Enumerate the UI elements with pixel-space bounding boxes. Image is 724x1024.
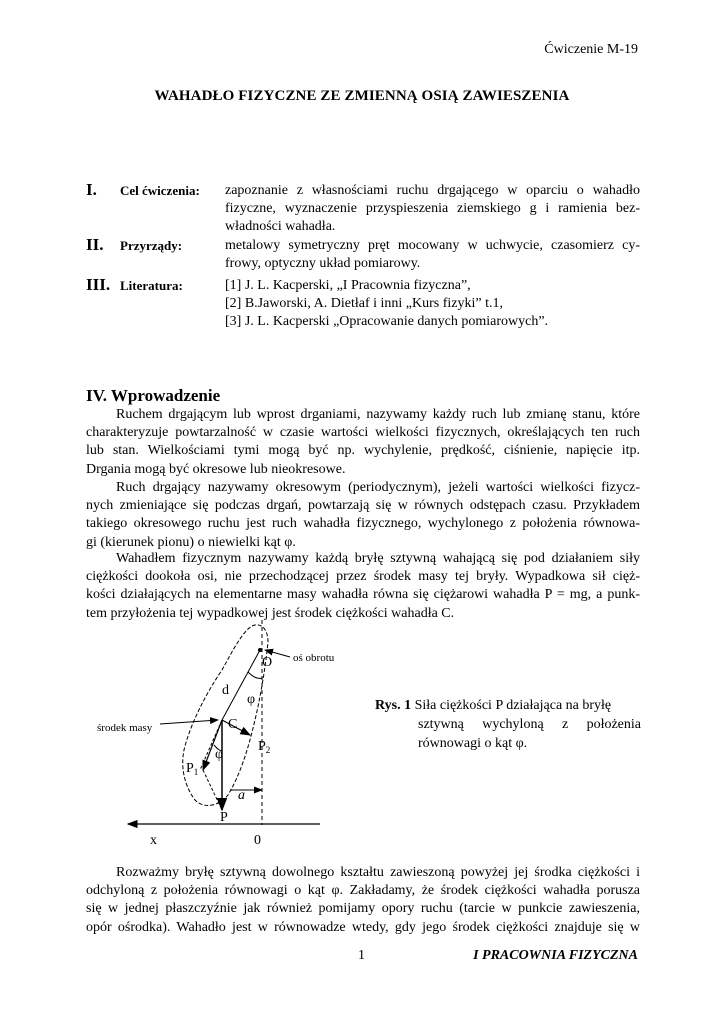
pointer-srodek-masy: [160, 720, 218, 724]
label-phi-top: φ: [247, 692, 256, 707]
text-line: Wahadłem fizycznym nazywamy każdą bryłę sztywną wahającą się pod działaniem siły: [116, 551, 640, 566]
text-line: Drgania mogą być okresowe lub nieokresowe.: [86, 461, 346, 477]
exercise-header: Ćwiczenie M-19: [544, 42, 638, 57]
text-line: odchyloną z położenia równowagi o kąt φ. Zakładamy, że środek ciężkości wahadła porusza: [86, 883, 640, 899]
section-2-text: [225, 237, 640, 273]
section-3-label: Literatura:: [120, 278, 183, 293]
text-line: lub stan. Wielkościami tymi mogą być np. wychylenie, prędkość, ciśnienie, napięcie itp.: [86, 443, 640, 459]
label-a: a: [238, 788, 245, 803]
section-1-number: I.: [86, 180, 97, 199]
intro-paragraph-2: [86, 479, 640, 552]
label-zero: 0: [254, 833, 261, 848]
text-line: władności wahadła.: [225, 219, 336, 234]
text-line: [1] J. L. Kacperski, „I Pracownia fizyczna”,: [225, 278, 471, 293]
text-line: Ruchem drgającym lub wprost drganiami, nazywamy każdy ruch lub zmianę stanu, które: [116, 407, 640, 422]
section-2-label: Przyrządy:: [120, 238, 183, 253]
text-line: charakteryzuje powtarzalność w czasie wartości wielkości fizycznych, określających ten ruch: [86, 425, 640, 441]
text-line: ciężkości dookoła osi, nie przechodzącej przez środek masy tej bryły. Wypadkowa sił cięż-: [86, 569, 640, 585]
label-C: C: [228, 717, 238, 732]
text-line: fizyczne, wyznaczenie przyspieszenia ziemskiego g i ramienia bez-: [225, 201, 640, 216]
text-line: takiego okresowego ruchu jest ruch wahadła fizycznego, wychylonego z położenia równowa-: [86, 516, 640, 532]
text-line: kości działających na elementarne masy wahadła równa się ciężarowi wahadła P = mg, a punk-: [86, 587, 640, 603]
label-d: d: [222, 683, 229, 698]
label-P1: [186, 761, 198, 777]
label-P2-main: P: [258, 739, 266, 754]
figure-caption: [375, 696, 641, 753]
rigid-body-outline: [183, 625, 268, 806]
caption-line-3: równowagi o kąt φ.: [418, 736, 528, 751]
p1-to-p-dashed: [203, 770, 222, 810]
caption-text: Siła ciężkości P działająca na bryłę: [414, 698, 612, 713]
intro-paragraph-1: [86, 406, 640, 479]
page-number: 1: [358, 948, 365, 963]
label-phi-bottom: φ: [215, 747, 224, 762]
text-line: się w jednej płaszczyźnie jak również pomijamy opory ruchu (tarcie w punkcie zawieszenia,: [86, 901, 640, 917]
text-line: Rozważmy bryłę sztywną dowolnego kształtu zawieszoną powyżej jej środka ciężkości i: [116, 865, 640, 880]
section-4-heading: IV. Wprowadzenie: [86, 386, 221, 405]
text-line: [3] J. L. Kacperski „Opracowanie danych pomiarowych”.: [225, 314, 549, 329]
text-line: tem przyłożenia tej wypadkowej jest środek ciężkości wahadła C.: [86, 605, 455, 621]
footer-lab-name: I PRACOWNIA FIZYCZNA: [473, 948, 638, 963]
section-1-text: [225, 182, 640, 236]
section-3-text: [225, 277, 640, 331]
page-title: WAHADŁO FIZYCZNE ZE ZMIENNĄ OSIĄ ZAWIESZENIA: [154, 88, 570, 104]
section-1-label: Cel ćwiczenia:: [120, 183, 200, 198]
text-line: gi (kierunek pionu) o niewielki kąt φ.: [86, 534, 296, 550]
caption-line-2: sztywną wychyloną z położenia: [418, 717, 641, 732]
caption-line-1: [375, 696, 641, 715]
label-P1-sub: 1: [193, 767, 199, 777]
angle-arc-top: [248, 672, 262, 678]
caption-label: Rys. 1: [375, 698, 412, 713]
text-line: frowy, optyczny układ pomiarowy.: [225, 256, 421, 271]
text-line: nych zmieniające się podczas drgań, powtarzają się w równych odstępach czasu. Przykładem: [86, 498, 640, 514]
paragraph-4: [86, 864, 640, 937]
text-line: metalowy symetryczny pręt mocowany w uchwycie, czasomierz cy-: [225, 238, 640, 253]
component-p1: [203, 720, 222, 770]
label-P1-main: P: [186, 761, 194, 776]
label-O: O: [262, 655, 273, 670]
label-os-obrotu: oś obrotu: [293, 652, 335, 664]
label-P2-sub: 2: [265, 745, 271, 755]
label-srodek-masy: środek masy: [97, 722, 153, 734]
label-P: P: [220, 810, 228, 825]
section-2-number: II.: [86, 235, 104, 254]
text-line: Ruch drgający nazywamy okresowym (periodycznym), jeżeli wartości wielkości fizycz-: [116, 480, 640, 495]
text-line: [2] B.Jaworski, A. Dietłaf i inni „Kurs fizyki” t.1,: [225, 296, 504, 311]
text-line: opór ośrodka). Wahadło jest w równowadze wtedy, gdy jego środek ciężkości znajduje się w: [86, 919, 640, 935]
label-x: x: [150, 833, 157, 848]
label-P2: [258, 739, 270, 755]
section-3-number: III.: [86, 275, 111, 294]
text-line: zapoznanie z własnościami ruchu drgającego w oparciu o wahadło: [225, 183, 640, 198]
